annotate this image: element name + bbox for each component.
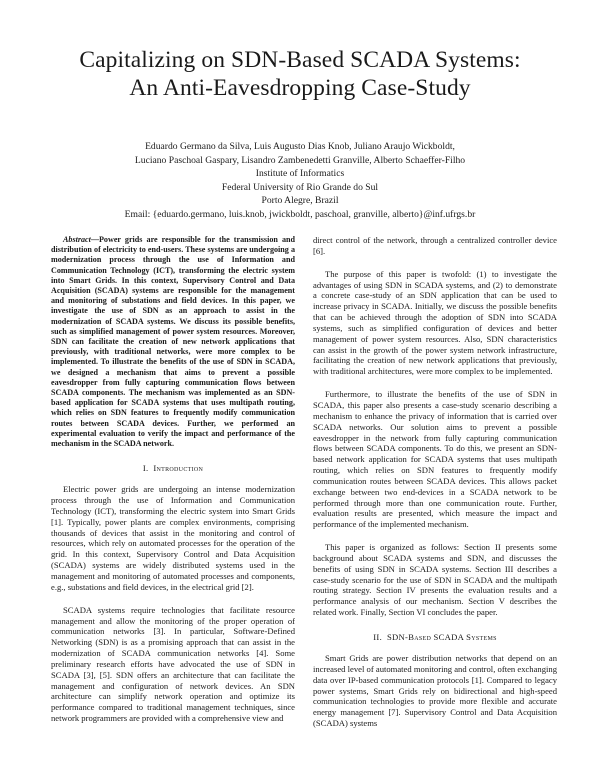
author-emails: Email: {eduardo.germano, luis.knob, jwickboldt, paschoal, granville, alberto}@inf.ufrgs.br: [124, 208, 476, 220]
intro-paragraph-continued: direct control of the network, through a centralized controller device [6].: [313, 235, 557, 256]
title-line-1: Capitalizing on SDN-Based SCADA Systems:: [79, 47, 521, 73]
abstract-text: —Power grids are responsible for the transmission and distribution of electricity to end-users. These systems are undergoing a modernization process through the use of Information and Communication Technology (ICT), transforming the electric system into Smart Grids. In this context, Supervisory Control and Data Acquisition (SCADA) systems are responsible for the management and monitoring of substations and field devices. In this paper, we investigate the use of SDN as an approach to assist in the modernization of SCADA systems. We discuss its possible benefits, such as simplified management of power system resources. Moreover, SDN can facilitate the creation of new network applications that previously, with traditional networks, were more complex to be implemented. To illustrate the benefits of the use of SDN in SCADA, we designed a mechanism that aims to prevent a possible eavesdropper from fully capturing communication flows between SCADA components. The mechanism was implemented as an SDN-based application for SCADA systems that uses multipath routing, which relies on SDN features to frequently modify communication routes between SCADA devices. Further, we performed an experimental evaluation to verify the impact and performance of the mechanism in the SCADA network.: [51, 235, 295, 449]
intro-paragraph-4: Furthermore, to illustrate the benefits of the use of SDN in SCADA, this paper also presents a case-study scenario describing a mechanism to enhance the privacy of information that is carried over SCADA networks. Our solution aims to prevent a possible eavesdropper in the network from fully capturing communication flows between SCADA components. To do this, we present an SDN-based network application for SCADA systems that uses multipath routing, which relies on SDN features to frequently modify communication routes between SCADA devices. This allows packet exchange between two end-devices in a SCADA network to be performed through more than one communication route. Further, evaluation results are presented, which measure the impact and performance of the implemented mechanism.: [313, 389, 557, 530]
title-line-2: An Anti-Eavesdropping Case-Study: [129, 75, 471, 101]
paper-title: [40, 46, 560, 102]
intro-paragraph-2: SCADA systems require technologies that facilitate resource management and allow the monitoring of the proper operation of communication networks [3]. In particular, Software-Defined Networking (SDN) is as a promising approach that can assist in the modernization of SCADA communication networks [4]. Some preliminary research efforts have advocated the use of SDN in SCADA [3], [5]. SDN offers an architecture that can facilitate the management and configuration of network devices. An SDN architecture can simplify network operation and optimize its performance compared to traditional management techniques, since network programmers are provided with a comprehensive view and: [51, 604, 295, 724]
section2-paragraph-1: Smart Grids are power distribution networks that depend on an increased level of automated monitoring and control, often exchanging data over IP-based communication protocols [1]. Compared to legacy power systems, Smart Grids rely on bidirectional and high-speed communication technologies to provide more flexible and accurate energy management [7]. Supervisory Control and Data Acquisition (SCADA) systems: [313, 653, 557, 729]
intro-paragraph-3: The purpose of this paper is twofold: (1) to investigate the advantages of using SDN in SCADA systems, and (2) to demonstrate a concrete case-study of an SDN application that can be used to increase privacy in SCADA. Initially, we discuss the possible benefits that can be achieved through the adoption of SDN into SCADA systems, such as simplified configuration of devices and better management of power system resources. Also, SDN characteristics can assist in the growth of the power system network infrastructure, facilitating the creation of new network applications that previously, with traditional architectures, were more complex to be implemented.: [313, 268, 557, 377]
section-number: II.: [373, 632, 383, 642]
left-column: [51, 235, 295, 724]
right-column: [313, 235, 557, 729]
authors-line-1: Eduardo Germano da Silva, Luis Augusto Dias Knob, Juliano Araujo Wickboldt,: [145, 141, 455, 152]
affiliation-university: Federal University of Rio Grande do Sul: [221, 181, 379, 193]
intro-paragraph-5: This paper is organized as follows: Section II presents some background about SCADA systems and SDN, and discusses the benefits of using SDN in SCADA systems. Section III describes a case-study scenario for the use of SDN in SCADA and the multipath routing strategy. Section IV presents the evaluation results and a performance analysis of our mechanism. Section V describes the related work. Finally, Section VI concludes the paper.: [313, 542, 557, 618]
affiliation-city: Porto Alegre, Brazil: [261, 195, 339, 207]
section-heading-sdn-scada: [313, 632, 557, 643]
affiliation-institute: Institute of Informatics: [255, 168, 345, 180]
authors-line-2: Luciano Paschoal Gaspary, Lisandro Zambenedetti Granville, Alberto Schaeffer-Filho: [134, 154, 466, 166]
intro-paragraph-1: Electric power grids are undergoing an intense modernization process through the use of Information and Communication Technology (ICT), transforming the electric system into Smart Grids [1]. Typically, power plants are complex environments, comprising thousands of devices that assist in the monitoring and control of resources, which rely on automated processes for the operation of the grid. In this context, Supervisory Control and Data Acquisition (SCADA) systems are widely distributed systems used in the management and monitoring of automated processes and components, e.g., substations and field devices, in the electrical grid [2].: [51, 484, 295, 592]
author-block: [40, 140, 560, 222]
section-title: SDN-Based SCADA Systems: [386, 632, 497, 642]
abstract-lead: Abstract: [63, 235, 91, 244]
section-number: I.: [142, 463, 149, 474]
section-heading-introduction: [51, 463, 295, 474]
abstract: [51, 235, 295, 449]
section-title: Introduction: [153, 463, 204, 474]
